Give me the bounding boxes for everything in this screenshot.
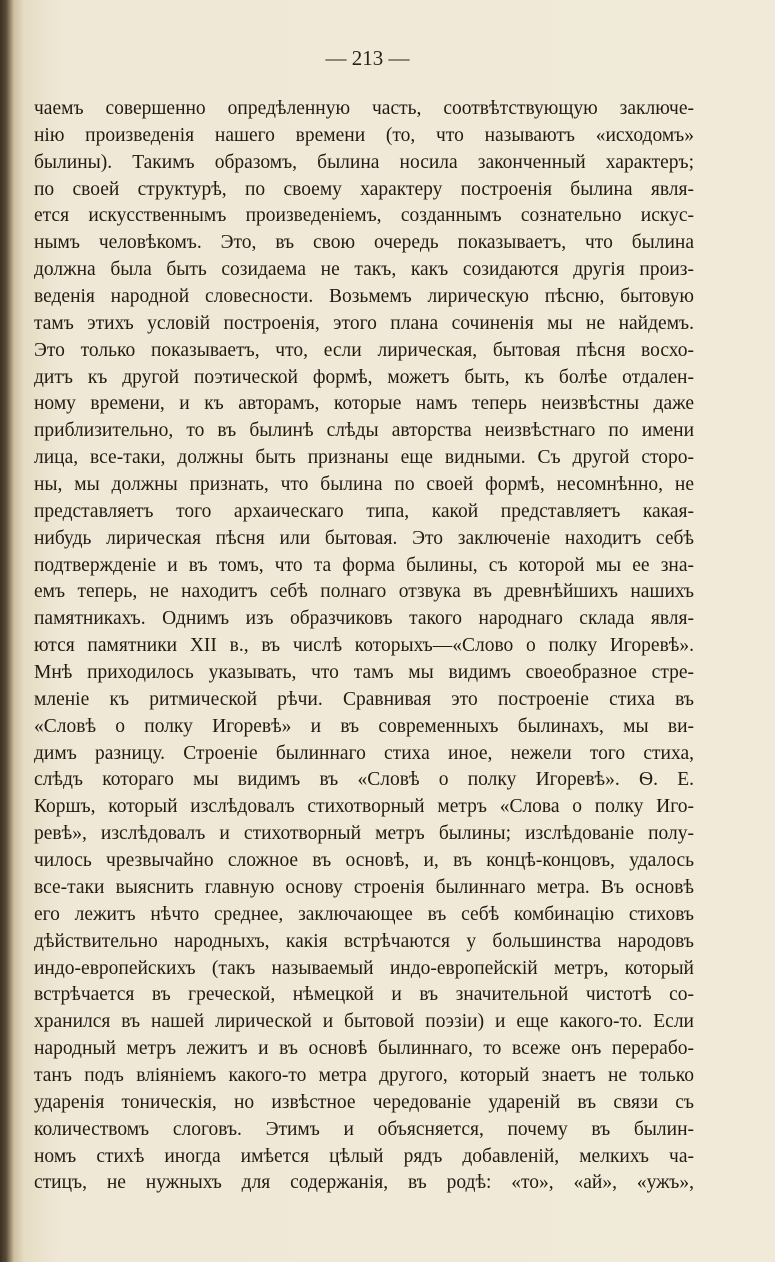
text-line: количествомъ слоговъ. Этимъ и объясняется, почему въ былин- <box>34 1118 694 1140</box>
text-line: ному времени, и къ авторамъ, которые намъ теперь неизвѣстны даже <box>34 393 694 415</box>
text-line: лица, все-таки, должны быть признаны еще видными. Съ другой сторо- <box>34 447 694 469</box>
text-line: димъ разницу. Строеніе былиннаго стиха иное, нежели того стиха, <box>34 742 694 764</box>
text-line: индо-европейскихъ (такъ называемый индо-европейскій метръ, который <box>34 957 694 979</box>
text-line: слѣдъ котораго мы видимъ въ «Словѣ о полку Игоревѣ». Ѳ. Е. <box>34 769 694 791</box>
text-line: тамъ этихъ условій построенія, этого плана сочиненія мы не найдемъ. <box>34 312 694 334</box>
body-text <box>34 96 694 1197</box>
text-line: приблизительно, то въ былинѣ слѣды авторства неизвѣстнаго по имени <box>34 420 694 442</box>
text-line: веденія народной словесности. Возьмемъ лирическую пѣсню, бытовую <box>34 286 694 308</box>
text-line: стицъ, не нужныхъ для содержанія, въ родѣ: «то», «ай», «ужъ», <box>34 1172 694 1194</box>
text-line: мленіе къ ритмической рѣчи. Сравнивая это построеніе стиха въ <box>34 688 694 710</box>
text-line: дитъ къ другой поэтической формѣ, можетъ быть, къ болѣе отдален- <box>34 366 694 388</box>
text-line: ударенія тоническія, но извѣстное чередованіе удареній въ связи съ <box>34 1091 694 1113</box>
text-line: Коршъ, который изслѣдовалъ стихотворный метръ «Слова о полку Иго- <box>34 796 694 818</box>
text-line: народный метръ лежитъ и въ основѣ былиннаго, то всеже онъ перерабо- <box>34 1038 694 1060</box>
text-line: Это только показываетъ, что, если лирическая, бытовая пѣсня восхо- <box>34 339 694 361</box>
text-line: ревѣ», изслѣдовалъ и стихотворный метръ былины; изслѣдованіе полу- <box>34 823 694 845</box>
text-line: номъ стихѣ иногда имѣется цѣлый рядъ добавленій, мелкихъ ча- <box>34 1145 694 1167</box>
text-line: нымъ человѣкомъ. Это, въ свою очередь показываетъ, что былина <box>34 232 694 254</box>
text-line: былины). Такимъ образомъ, былина носила законченный характеръ; <box>34 151 694 173</box>
text-line: представляетъ того архаическаго типа, какой представляетъ какая- <box>34 500 694 522</box>
text-line: хранился въ нашей лирической и бытовой поэзіи) и еще какого-то. Если <box>34 1011 694 1033</box>
text-line: нибудь лирическая пѣсня или бытовая. Это заключеніе находитъ себѣ <box>34 527 694 549</box>
text-line: чилось чрезвычайно сложное въ основѣ, и, въ концѣ-концовъ, удалось <box>34 850 694 872</box>
text-line: его лежитъ нѣчто среднее, заключающее въ себѣ комбинацію стиховъ <box>34 903 694 925</box>
text-line: танъ подъ вліяніемъ какого-то метра другого, который знаетъ не только <box>34 1064 694 1086</box>
text-line: ются памятники XII в., въ числѣ которыхъ—«Слово о полку Игоревѣ». <box>34 635 694 657</box>
text-line: «Словѣ о полку Игоревѣ» и въ современныхъ былинахъ, мы ви- <box>34 715 694 737</box>
text-line: должна была быть созидаема не такъ, какъ созидаются другія произ- <box>34 259 694 281</box>
text-line: нію произведенія нашего времени (то, что называютъ «исходомъ» <box>34 124 694 146</box>
page-number: — 213 — <box>325 46 410 70</box>
text-line: ется искусственнымъ произведеніемъ, созданнымъ сознательно искус- <box>34 205 694 227</box>
text-line: подтвержденіе и въ томъ, что та форма былины, съ которой мы ее зна- <box>34 554 694 576</box>
text-line: памятникахъ. Однимъ изъ образчиковъ такого народнаго склада явля- <box>34 608 694 630</box>
text-line: дѣйствительно народныхъ, какія встрѣчаются у большинства народовъ <box>34 930 694 952</box>
text-line: Мнѣ приходилось указывать, что тамъ мы видимъ своеобразное стре- <box>34 662 694 684</box>
text-line: все-таки выяснить главную основу строенія былиннаго метра. Въ основѣ <box>34 876 694 898</box>
text-line: по своей структурѣ, по своему характеру построенія былина явля- <box>34 178 694 200</box>
text-line: встрѣчается въ греческой, нѣмецкой и въ значительной чистотѣ со- <box>34 984 694 1006</box>
text-line: чаемъ совершенно опредѣленную часть, соотвѣтствующую заключе- <box>34 98 694 119</box>
text-line: емъ теперь, не находитъ себѣ полнаго отзвука въ древнѣйшихъ нашихъ <box>34 581 694 603</box>
text-line: ны, мы должны признать, что былина по своей формѣ, несомнѣнно, не <box>34 474 694 496</box>
